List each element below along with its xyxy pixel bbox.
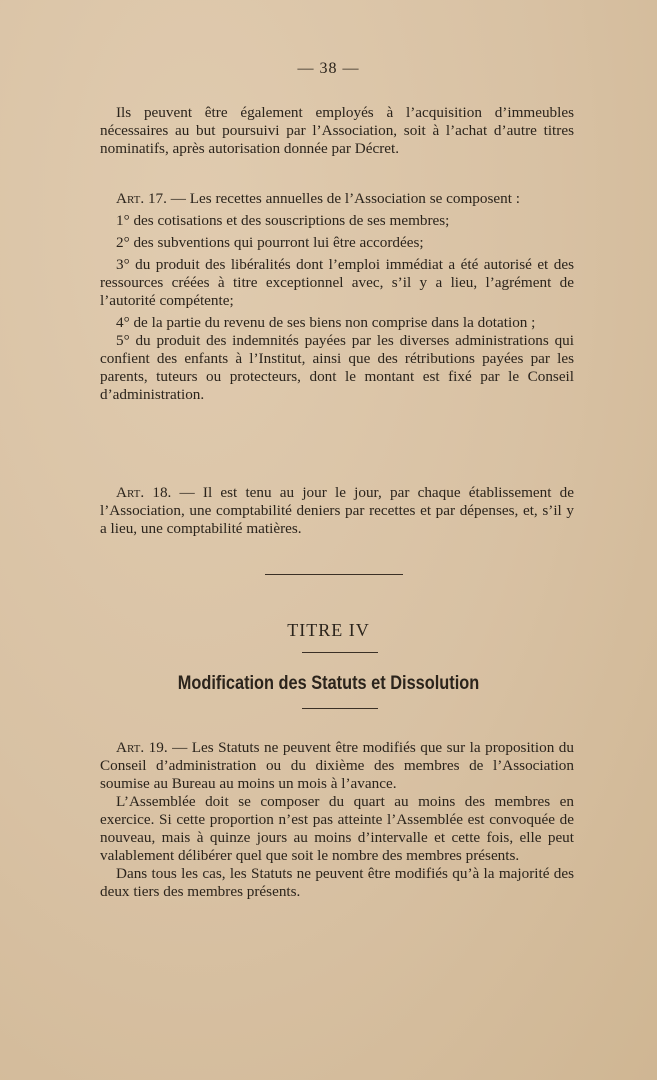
article-17-label: Art. 17. <box>116 190 167 207</box>
page-number: — 38 — <box>297 60 360 77</box>
article-19-paragraph: L’Assemblée doit se composer du quart au moins des membres en exercice. Si cette proportion n’est pas atteinte l’Assemblée est convoquée de nouveau, mais à quinze jours au moins d’intervalle et cette fois, elle peut valablement délibérer quel que soit le nombre des membres présents. <box>100 793 574 864</box>
titre-heading: TITRE IV <box>287 620 370 640</box>
article-17-item: 1° des cotisations et des souscriptions de ses membres; <box>116 212 450 229</box>
article-18-label: Art. 18. <box>116 484 172 501</box>
opening-paragraph-block <box>100 104 574 158</box>
section-heading: Modification des Statuts et Dissolution <box>177 673 480 694</box>
titre-underline <box>302 652 378 653</box>
article-19-paragraph: Dans tous les cas, les Statuts ne peuvent être modifiés qu’à la majorité des deux tiers des membres présents. <box>100 865 574 900</box>
article-17-item: 5° du produit des indemnités payées par les diverses administrations qui confient des enfants à l’Institut, ainsi que des rétributions payées par les parents, tuteurs ou protecteurs, dont le montant est fixé par le Conseil d’administration. <box>100 332 574 403</box>
article-18-text <box>100 484 574 538</box>
article-19-body: — Les Statuts ne peuvent être modifiés que sur la proposition du Conseil d’administration ou du dixième des membres de l’Association soumise au Bureau au moins un mois à l’avance. <box>100 739 574 792</box>
article-17-item: 3° du produit des libéralités dont l’emploi immédiat a été autorisé et des ressources créées à titre exceptionnel avec, s’il y a lieu, l’agrément de l’autorité compétente; <box>100 256 574 309</box>
section-divider <box>265 574 403 575</box>
article-17-intro-text: — Les recettes annuelles de l’Association se composent : <box>166 190 520 207</box>
article-18 <box>100 484 574 538</box>
article-17 <box>100 190 574 404</box>
heading-underline <box>302 708 378 709</box>
article-17-item: 2° des subventions qui pourront lui être accordées; <box>116 234 424 251</box>
article-19-text <box>100 739 574 793</box>
opening-paragraph: Ils peuvent être également employés à l’acquisition d’immeubles nécessaires au but poursuivi par l’Association, soit à l’achat d’autre titres nominatifs, après autorisation donnée par Décret. <box>100 104 574 157</box>
article-18-body: — Il est tenu au jour le jour, par chaque établissement de l’Association, une comptabilité deniers par recettes et par dépenses, et, s’il y a lieu, une comptabilité matières. <box>100 484 574 537</box>
article-17-item: 4° de la partie du revenu de ses biens non comprise dans la dotation ; <box>116 314 536 331</box>
article-19 <box>100 739 574 901</box>
article-17-intro <box>100 190 574 208</box>
article-19-label: Art. 19. <box>116 739 168 756</box>
